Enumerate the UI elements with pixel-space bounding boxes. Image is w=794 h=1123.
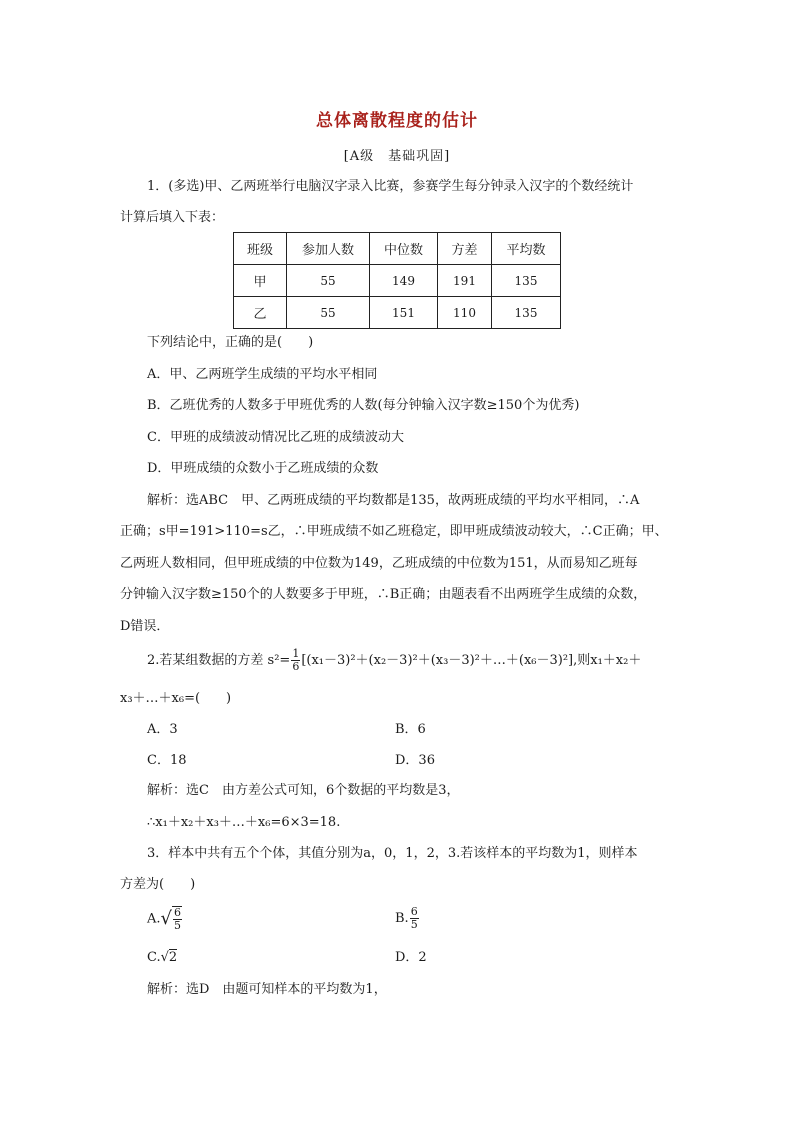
q1-option-b: B．乙班优秀的人数多于甲班优秀的人数(每分钟输入汉字数≥150个为优秀) bbox=[147, 398, 580, 413]
table-cell: 135 bbox=[492, 265, 561, 297]
table-header-row bbox=[234, 233, 561, 265]
table-cell: 110 bbox=[438, 297, 492, 329]
q2-stem-part-a: 2.若某组数据的方差 s²= bbox=[147, 653, 291, 668]
q1-stem-line2: 计算后填入下表： bbox=[120, 210, 225, 225]
q3-option-a-label: A. bbox=[147, 911, 161, 927]
q3-option-b-label: B. bbox=[395, 911, 409, 926]
table-cell: 乙 bbox=[234, 297, 287, 329]
q3-analysis-line1: 解析：选D 由题可知样本的平均数为1， bbox=[147, 982, 387, 997]
q3-option-a-den: 5 bbox=[174, 919, 182, 932]
q1-analysis-line2: 正确；s甲=191>110=s乙，∴甲班成绩不如乙班稳定，即甲班成绩波动较大，∴C正确；甲、 bbox=[120, 524, 668, 539]
table-cell: 191 bbox=[438, 265, 492, 297]
q2-analysis-line2: ∴x₁＋x₂＋x₃＋…＋x₆=6×3=18. bbox=[147, 815, 341, 830]
level-heading: [A级 基础巩固] bbox=[343, 149, 451, 164]
q3-option-b bbox=[395, 906, 420, 931]
q2-analysis-line1: 解析：选C 由方差公式可知，6个数据的平均数是3， bbox=[147, 783, 460, 798]
table-row bbox=[234, 297, 561, 329]
q2-frac-num: 1 bbox=[292, 647, 300, 660]
q2-option-a: A．3 bbox=[147, 722, 178, 737]
q1-option-d: D．甲班成绩的众数小于乙班成绩的众数 bbox=[147, 461, 379, 476]
table-cell: 甲 bbox=[234, 265, 287, 297]
q1-option-c: C．甲班的成绩波动情况比乙班的成绩波动大 bbox=[147, 430, 404, 445]
q3-stem-line2: 方差为( ) bbox=[120, 877, 196, 892]
table-header: 平均数 bbox=[492, 233, 561, 265]
q3-option-c-radicand: 2 bbox=[168, 950, 178, 965]
q1-analysis-line5: D错误． bbox=[120, 619, 170, 634]
q3-option-b-fraction bbox=[410, 906, 419, 931]
q2-option-d: D．36 bbox=[395, 753, 435, 768]
q3-option-c-label: C. bbox=[147, 950, 161, 965]
q2-option-c: C．18 bbox=[147, 753, 187, 768]
q3-stem-line1: 3．样本中共有五个个体，其值分别为a，0，1，2，3.若该样本的平均数为1，则样本 bbox=[147, 846, 638, 861]
q2-frac-den: 6 bbox=[292, 660, 300, 673]
table-cell: 151 bbox=[370, 297, 438, 329]
q2-stem-line2: x₃＋…＋x₆=( ) bbox=[120, 691, 232, 706]
table-header: 班级 bbox=[234, 233, 287, 265]
table-cell: 55 bbox=[287, 297, 370, 329]
table-header: 参加人数 bbox=[287, 233, 370, 265]
q3-option-a bbox=[147, 906, 182, 932]
table-cell: 149 bbox=[370, 265, 438, 297]
q3-option-d: D．2 bbox=[395, 950, 427, 965]
page-title: 总体离散程度的估计 bbox=[316, 111, 478, 131]
q3-option-b-num: 6 bbox=[410, 905, 418, 918]
q3-option-b-den: 5 bbox=[410, 918, 418, 931]
q2-stem-line1 bbox=[147, 648, 641, 673]
q2-stem-part-b: [(x₁－3)²＋(x₂－3)²＋(x₃－3)²＋…＋(x₆－3)²],则x₁＋x₂＋ bbox=[301, 653, 642, 668]
q2-fraction bbox=[291, 648, 300, 673]
table-cell: 55 bbox=[287, 265, 370, 297]
score-table bbox=[233, 232, 561, 329]
q2-option-b: B．6 bbox=[395, 722, 426, 737]
table-header: 方差 bbox=[438, 233, 492, 265]
q1-analysis-line1: 解析：选ABC 甲、乙两班成绩的平均数都是135，故两班成绩的平均水平相同，∴A bbox=[147, 493, 640, 508]
table-row bbox=[234, 265, 561, 297]
q3-option-a-sqrt: √ $\frac{6}{5}$ bbox=[160, 906, 182, 932]
table-header: 中位数 bbox=[370, 233, 438, 265]
q1-analysis-line3: 乙两班人数相同，但甲班成绩的中位数为149，乙班成绩的中位数为151，从而易知乙班每 bbox=[120, 556, 638, 571]
q1-prompt: 下列结论中，正确的是( ) bbox=[147, 335, 314, 350]
table-cell: 135 bbox=[492, 297, 561, 329]
q3-option-a-num: 6 bbox=[174, 906, 182, 919]
q1-analysis-line4: 分钟输入汉字数≥150个的人数要多于甲班，∴B正确；由题表看不出两班学生成绩的众数， bbox=[120, 587, 647, 602]
q1-option-a: A．甲、乙两班学生成绩的平均水平相同 bbox=[147, 367, 378, 382]
q3-option-c: C.√2 bbox=[147, 950, 178, 965]
q1-stem-line1: 1．(多选)甲、乙两班举行电脑汉字录入比赛，参赛学生每分钟录入汉字的个数经统计 bbox=[147, 179, 634, 194]
